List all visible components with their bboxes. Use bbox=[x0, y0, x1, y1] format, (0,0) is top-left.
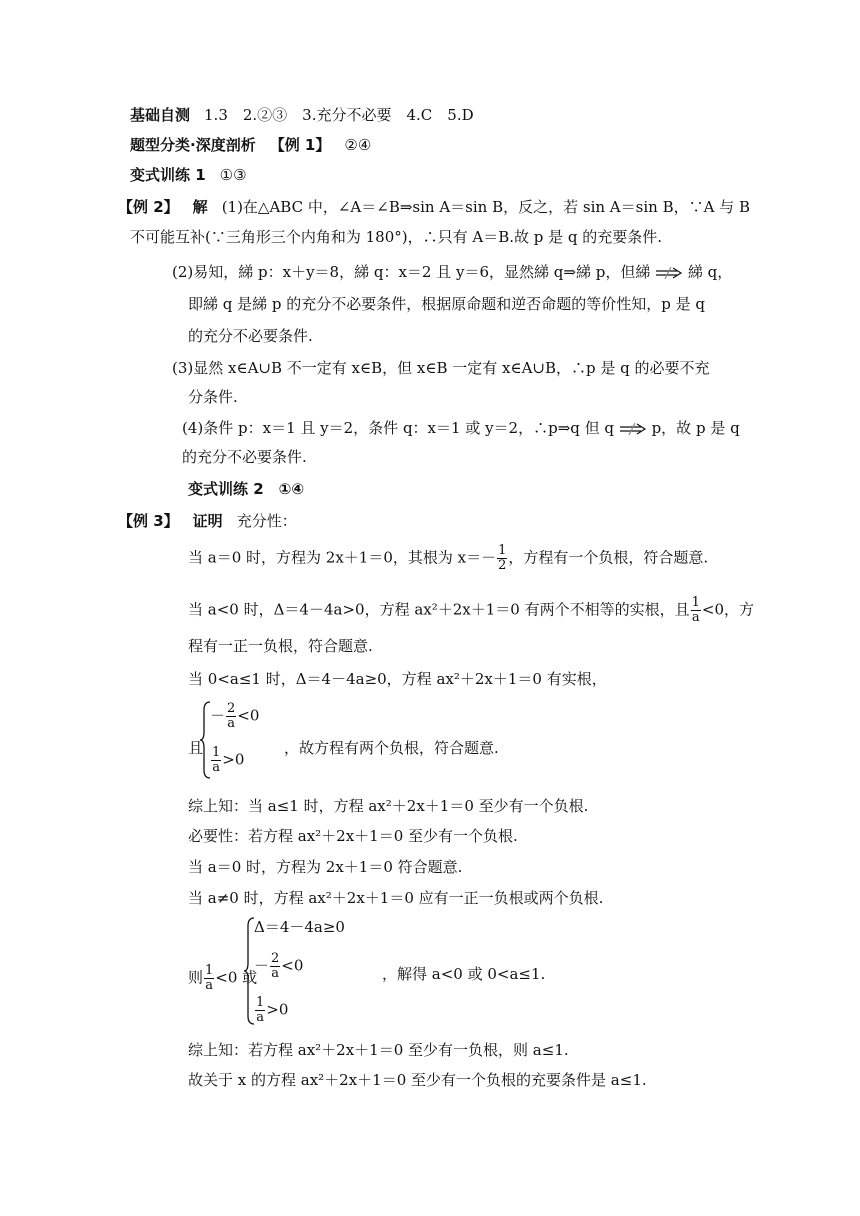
ex2-part3-line-1: (3)显然 x∈A∪B 不一定有 x∈B，但 x∈B 一定有 x∈A∪B，∴p 是 q 的必要不充 bbox=[172, 359, 710, 377]
system1-condition-2: $\frac{1}{a}$ >0 bbox=[212, 745, 245, 775]
ex2-part3-line-2: 分条件. bbox=[188, 388, 238, 406]
fraction: $\frac{1}{a}$ bbox=[691, 595, 700, 625]
system2-condition-3: $\frac{1}{a}$ >0 bbox=[256, 995, 289, 1025]
system1-conclusion: ，故方程有两个负根，符合题意. bbox=[284, 739, 499, 757]
system2-condition-2: － $\frac{2}{a}$ <0 bbox=[254, 951, 304, 981]
answers-line-3: 变式训练 1 ①③ bbox=[130, 166, 247, 184]
ze-expression: 则 $\frac{1}{a}$ <0 或 bbox=[188, 963, 258, 993]
ex2-line-1: 【例 2】 解 (1)在△ABC 中，∠A＝∠B⇒sin A＝sin B，反之，若 sin A＝sin B，∵A 与 B bbox=[118, 198, 750, 216]
ex3-final-conclusion: 故关于 x 的方程 ax²＋2x＋1＝0 至少有一个负根的充要条件是 a≤1. bbox=[188, 1071, 647, 1089]
ex3-suff-line-2: 当 a<0 时，Δ＝4－4a>0，方程 ax²＋2x＋1＝0 有两个不相等的实根，且 $\frac{1}{a}$ <0，方 bbox=[188, 595, 755, 625]
ex3-nec-line-1: 当 a＝0 时，方程为 2x＋1＝0 符合题意. bbox=[188, 858, 463, 876]
fraction: $\frac{1}{a}$ bbox=[256, 995, 265, 1025]
not-implies-arrow-icon bbox=[619, 422, 647, 436]
qie-label: 且 bbox=[188, 739, 204, 757]
variant-training-2: 变式训练 2 ①④ bbox=[188, 480, 305, 498]
ex2-line-2: 不可能互补(∵三角形三个内角和为 180°)，∴只有 A＝B.故 p 是 q 的充要条件. bbox=[130, 228, 663, 246]
system1-condition-1: － $\frac{2}{a}$ <0 bbox=[210, 701, 260, 731]
answers-line-1: 基础自测 1.3 2.②③ 3.充分不必要 4.C 5.D bbox=[130, 106, 474, 124]
ex3-suff-line-3: 程有一正一负根，符合题意. bbox=[188, 637, 373, 655]
ex3-nec-summary: 综上知：若方程 ax²＋2x＋1＝0 至少有一负根，则 a≤1. bbox=[188, 1041, 569, 1059]
ex2-part2-line-2: 即綈 q 是綈 p 的充分不必要条件，根据原命题和逆否命题的等价性知，p 是 q bbox=[188, 295, 706, 313]
answers-line-2: 题型分类·深度剖析 【例 1】 ②④ bbox=[130, 136, 372, 154]
system2-condition-1: Δ＝4－4a≥0 bbox=[254, 918, 345, 936]
ex3-nec-line-2: 当 a≠0 时，方程 ax²＋2x＋1＝0 应有一正一负根或两个负根. bbox=[188, 889, 604, 907]
fraction: $\frac{1}{a}$ bbox=[212, 745, 221, 775]
ex3-necessity: 必要性：若方程 ax²＋2x＋1＝0 至少有一个负根. bbox=[188, 827, 518, 845]
ex3-suff-summary: 综上知：当 a≤1 时，方程 ax²＋2x＋1＝0 至少有一个负根. bbox=[188, 797, 589, 815]
fraction: $\frac{1}{2}$ bbox=[498, 543, 507, 573]
ex2-part4-line-2: 的充分不必要条件. bbox=[182, 448, 307, 466]
system2-solution: ，解得 a<0 或 0<a≤1. bbox=[382, 965, 546, 983]
not-implies-arrow-icon bbox=[655, 266, 683, 280]
ex3-suff-line-4: 当 0<a≤1 时，Δ＝4－4a≥0，方程 ax²＋2x＋1＝0 有实根， bbox=[188, 670, 607, 688]
ex2-part4-line-1: (4)条件 p：x＝1 且 y＝2，条件 q：x＝1 或 y＝2，∴p⇒q 但 q p，故 p 是 q bbox=[182, 419, 740, 437]
fraction: $\frac{1}{a}$ bbox=[205, 963, 214, 993]
fraction: $\frac{2}{a}$ bbox=[271, 951, 280, 981]
ex2-part2-line-3: 的充分不必要条件. bbox=[188, 327, 313, 345]
ex2-part2-line-1: (2)易知，綈 p：x＋y＝8，綈 q：x＝2 且 y＝6，显然綈 q⇒綈 p，但綈 綈 q， bbox=[172, 263, 733, 281]
ex3-header: 【例 3】 证明 充分性： bbox=[118, 512, 297, 530]
ex3-suff-line-1: 当 a＝0 时，方程为 2x＋1＝0，其根为 x＝－ $\frac{1}{2}$ ，方程有一个负根，符合题意. bbox=[188, 543, 709, 573]
fraction: $\frac{2}{a}$ bbox=[227, 701, 236, 731]
